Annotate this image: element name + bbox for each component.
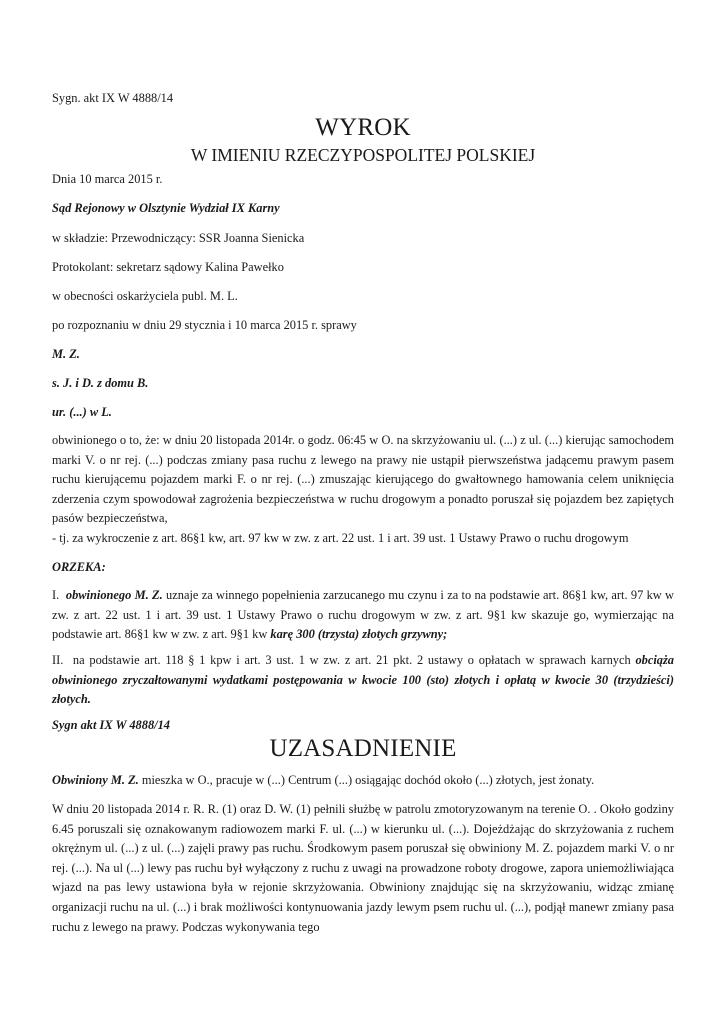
charge-text: obwinionego o to, że: w dniu 20 listopada 2014r. o godz. 06:45 w O. na skrzyżowaniu ul. (...) z ul. (...) kierując samochodem marki V. o nr rej. (...) podczas zmiany pasa ruchu z lewego na prawy nie ustąpił pierwszeństwa jadącemu prawym pasem ruchu kierującemu pojazdem marki F. o nr rej. (...) zmuszając kierującego do gwałtownego hamowania celem uniknięcia zderzenia czym spowodował zagrożenia bezpieczeństwa w ruchu drogowym a ponadto poruszał się pojazdem bez zapiętych pasów bezpieczeństwa, — [52, 433, 674, 526]
charge-qualification: - tj. za wykroczenie z art. 86§1 kw, art. 97 kw w zw. z art. 22 ust. 1 i art. 39 ust. 1 Ustawy Prawo o ruchu drogowym — [52, 531, 629, 545]
point-1-text: uznaje za winnego popełnienia zarzucanego mu czynu i za to na podstawie art. 86§1 kw, art. 97 kw w zw. z art. 22 ust. 1 i art. 39 ust. 1 Ustawy Prawo o ruchu drogowym w zw. z art. 9§1 kw skazuje go, wymierzając na podstawie art. 86§1 kw w zw. z art. 9§1 kw — [52, 588, 675, 642]
verdict-point-1 — [52, 586, 674, 645]
justification-para-2: W dniu 20 listopada 2014 r. R. R. (1) oraz D. W. (1) pełnili służbę w patrolu zmotoryzowanym na terenie O. . Około godziny 6.45 poruszali się oznakowanym radiowozem marki F. ul. (...) w kierunku ul. (...). Dojeżdżając do skrzyżowania z ruchem okrężnym ul. (...) z ul. (...) zajęli prawy pas ruchu. Środkowym pasem poruszał się obwiniony M. Z. pojazdem marki V. o nr rej. (...). Na ul (...) lewy pas ruchu był wyłączony z ruchu z uwagi na prowadzone roboty drogowe, zapora uniemożliwiająca wjazd na pas lewy ustawiona była w rejonie skrzyżowania. Obwiniony znajdując się na skrzyżowaniu, widząc zmianę organizacji ruchu na ul. (...) i brak możliwości kontynuowania jazdy lewym psem ruchu ul. (...), podjął manewr zmiany pasa ruchu z lewego na prawy. Podczas wykonywania tego — [52, 802, 674, 934]
prosecutor: w obecności oskarżyciela publ. M. L. — [52, 289, 238, 303]
justification-para-1 — [52, 771, 674, 791]
point-1-penalty: karę 300 (trzysta) złotych grzywny; — [270, 627, 448, 642]
court-clerk: Protokolant: sekretarz sądowy Kalina Pawełko — [52, 260, 284, 274]
point-1-number: I. — [52, 588, 60, 602]
para-1-defendant: Obwiniony M. Z. — [52, 773, 139, 787]
point-2-text: na podstawie art. 118 § 1 kpw i art. 3 ust. 1 w zw. z art. 21 pkt. 2 ustawy o opłatach w sprawach karnych — [72, 653, 636, 667]
verdict-heading: ORZEKA: — [52, 560, 106, 574]
point-1-defendant: obwinionego M. Z. — [65, 588, 163, 602]
point-2-costs: obciąża obwinionego zryczałtowanymi wydatkami postępowania w kwocie 100 (sto) złotych i opłatą w kwocie 30 (trzydzieści) złotych. — [52, 653, 674, 707]
para-1-text: mieszka w O., pracuje w (...) Centrum (...) osiągając dochód około (...) złotych, jest żonaty. — [138, 773, 595, 787]
defendant-birth: ur. (...) w L. — [52, 405, 112, 419]
verdict-subtitle: W IMIENIU RZECZYPOSPOLITEJ POLSKIEJ — [190, 145, 536, 165]
court-name: Sąd Rejonowy w Olsztynie Wydział IX Karny — [52, 201, 280, 215]
justification-case-number: Sygn akt IX W 4888/14 — [52, 718, 170, 732]
court-composition: w składzie: Przewodniczący: SSR Joanna Sienicka — [52, 231, 305, 245]
verdict-title: WYROK — [315, 114, 411, 141]
case-number: Sygn. akt IX W 4888/14 — [52, 91, 174, 105]
defendant-parents: s. J. i D. z domu B. — [52, 376, 149, 390]
justification-title: UZASADNIENIE — [269, 735, 457, 762]
point-2-number: II. — [52, 653, 64, 667]
hearing-dates: po rozpoznaniu w dniu 29 stycznia i 10 marca 2015 r. sprawy — [52, 318, 357, 332]
verdict-point-2 — [52, 651, 674, 710]
verdict-date: Dnia 10 marca 2015 r. — [52, 172, 163, 186]
defendant-name: M. Z. — [52, 347, 80, 361]
